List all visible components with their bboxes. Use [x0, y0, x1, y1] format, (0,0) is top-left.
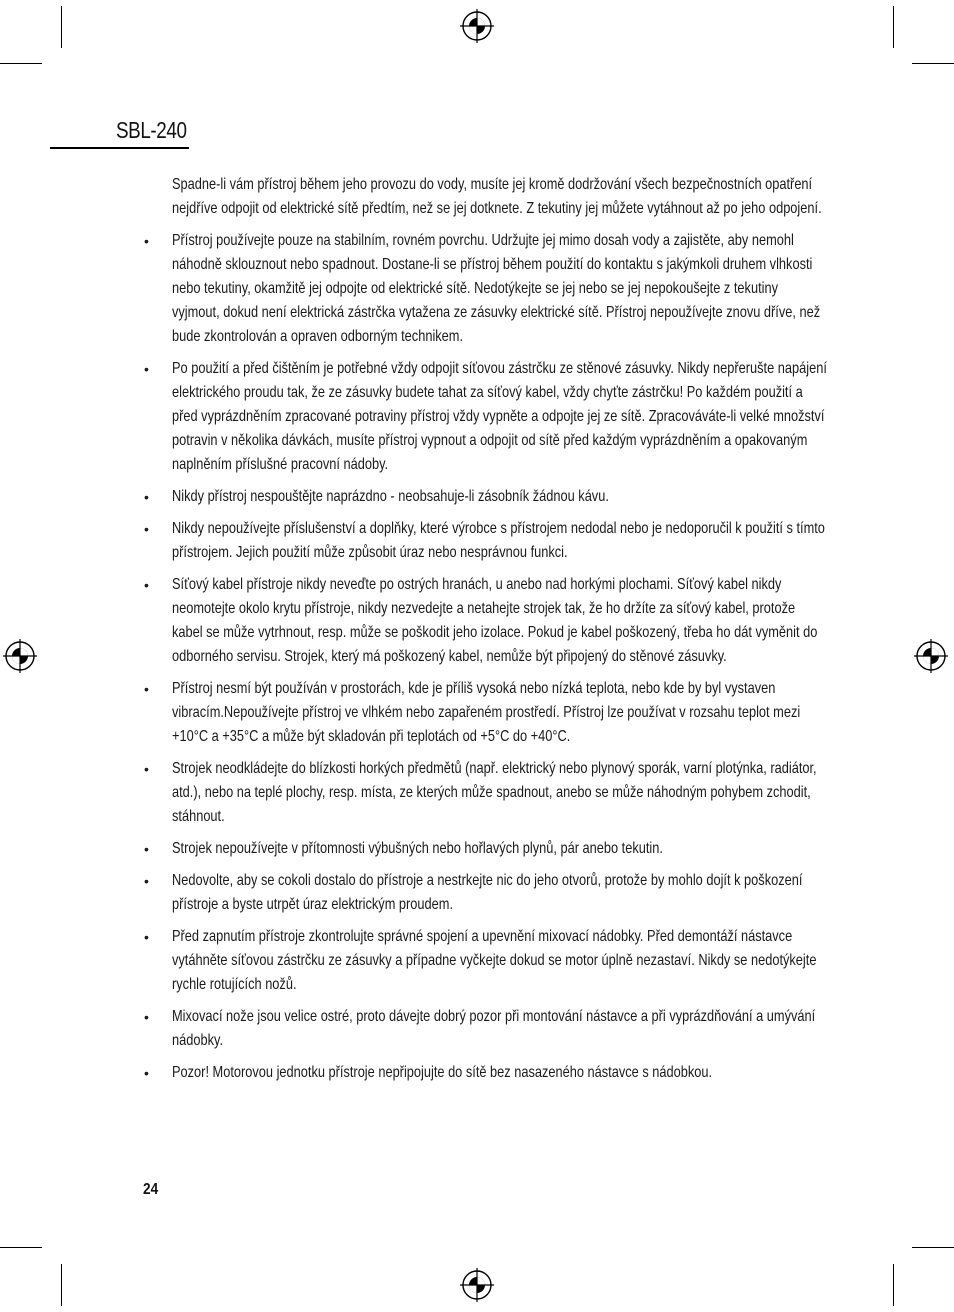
page-number: 24: [143, 1181, 159, 1198]
crop-mark: [912, 63, 954, 64]
crop-mark: [912, 1247, 954, 1248]
registration-mark-icon: [460, 1268, 494, 1302]
intro-paragraph: [140, 173, 840, 221]
list-item-text: Mixovací nože jsou velice ostré, proto dávejte dobrý pozor při montování nástavce a při vyprázdňování a umývání nádobky.: [172, 1008, 816, 1049]
list-item-text: Po použití a před čištěním je potřebné vždy odpojit síťovou zástrčku ze stěnové zásuvky. Nikdy nepřerušte napájení elektrického proudu tak, že ze zásuvky budete tahat za síťový kabel, vždy chyťte zástrčku! Po každém použití a před vyprázdněním zpracované potraviny přístroj vždy vypněte a odpojte jej ze sítě. Zpracováváte-li velké množství potravin v několika dávkách, musíte přístroj vypnout a odpojit od sítě před každým vyprázdněním a opakovaným naplněním příslušné pracovní nádoby.: [172, 360, 827, 473]
list-item: [140, 1061, 840, 1085]
list-item: [140, 1005, 840, 1053]
intro-text: Spadne-li vám přístroj během jeho provozu do vody, musíte jej kromě dodržování všech bezpečnostních opatření nejdříve odpojit od elektrické sítě předtím, než se jej dotknete. Z tekutiny jej můžete vytáhnout až po jeho odpojení.: [172, 176, 822, 217]
list-item: [140, 229, 840, 349]
list-item: [140, 573, 840, 669]
header-rule: [50, 147, 189, 149]
list-item: [140, 757, 840, 829]
crop-mark: [0, 63, 42, 64]
registration-mark-icon: [3, 639, 37, 673]
bullet-icon: •: [144, 233, 149, 249]
list-item: [140, 925, 840, 997]
crop-mark: [893, 6, 894, 48]
model-title: SBL-240: [116, 117, 187, 143]
list-item: [140, 517, 840, 565]
list-item-text: Přístroj používejte pouze na stabilním, rovném povrchu. Udržujte jej mimo dosah vody a zajistěte, aby nemohl náhodně sklouznout nebo spadnout. Dostane-li se přístroj během použití do kontaktu s jakýmkoli druhem vlhkosti nebo tekutiny, okamžitě jej odpojte od elektrické sítě. Nedotýkejte se jej nebo se jej nepokoušejte z tekutiny vyjmout, dokud není elektrická zástrčka vytažena ze zásuvky elektrické sítě. Přístroj nepoužívejte znovu dříve, než bude zkontrolován a opraven odborným technikem.: [172, 232, 821, 345]
list-item-text: Před zapnutím přístroje zkontrolujte správné spojení a upevnění mixovací nádobky. Před demontáží nástavce vytáhněte síťovou zástrčku ze zásuvky a případne vyčkejte dokud se motor úplně nezastaví. Nikdy se nedotýkejte rychle rotujících nožů.: [172, 928, 817, 993]
bullet-icon: •: [144, 1009, 149, 1025]
list-item-text: Strojek nepoužívejte v přítomnosti výbušných nebo hořlavých plynů, pár anebo tekutin.: [172, 840, 663, 857]
bullet-icon: •: [144, 521, 149, 537]
crop-mark: [893, 1264, 894, 1306]
registration-mark-icon: [460, 9, 494, 43]
bullet-icon: •: [144, 361, 149, 377]
list-item-text: Nikdy přístroj nespouštějte naprázdno - neobsahuje-li zásobník žádnou kávu.: [172, 488, 609, 505]
crop-mark: [61, 1264, 62, 1306]
crop-mark: [0, 1247, 42, 1248]
bullet-icon: •: [144, 681, 149, 697]
safety-instructions: [140, 173, 840, 1093]
list-item: [140, 837, 840, 861]
list-item: [140, 357, 840, 477]
bullet-icon: •: [144, 873, 149, 889]
list-item: [140, 485, 840, 509]
list-item-text: Přístroj nesmí být používán v prostorách, kde je příliš vysoká nebo nízká teplota, nebo kde by byl vystaven vibracím.Nepoužívejte přístroj ve vlhkém nebo zapařeném prostředí. Přístroj lze používat v rozsahu teplot mezi +10°C a +35°C a může být skladován při teplotách od +5°C do +40°C.: [172, 680, 801, 745]
list-item-text: Nikdy nepoužívejte příslušenství a doplňky, které výrobce s přístrojem nedodal nebo je nedoporučil k použití s tímto přístrojem. Jejich použití může způsobit úraz nebo nesprávnou funkci.: [172, 520, 825, 561]
list-item-text: Pozor! Motorovou jednotku přístroje nepřipojujte do sítě bez nasazeného nástavce s nádobkou.: [172, 1064, 713, 1081]
bullet-icon: •: [144, 929, 149, 945]
list-item-text: Nedovolte, aby se cokoli dostalo do přístroje a nestrkejte nic do jeho otvorů, protože by mohlo dojít k poškození přístroje a byste utrpět úraz elektrickým proudem.: [172, 872, 803, 913]
list-item: [140, 677, 840, 749]
list-item: [140, 869, 840, 917]
bullet-icon: •: [144, 577, 149, 593]
list-item-text: Strojek neodkládejte do blízkosti horkých předmětů (např. elektrický nebo plynový sporák, varní plotýnka, radiátor, atd.), nebo na teplé plochy, resp. místa, ze kterých může spadnout, anebo se může náhodným pohybem zchodit, stáhnout.: [172, 760, 817, 825]
bullet-icon: •: [144, 1065, 149, 1081]
list-item-text: Síťový kabel přístroje nikdy neveďte po ostrých hranách, u anebo nad horkými plochami. Síťový kabel nikdy neomotejte okolo krytu přístroje, nikdy nezvedejte a netahejte strojek tak, že ho držíte za síťový kabel, protože kabel se může vytrhnout, resp. může se poškodit jeho izolace. Pokud je kabel poškozený, třeba ho dát vyměnit do odborného servisu. Strojek, který má poškozený kabel, nemůže být připojený do stěnové zásuvky.: [172, 576, 818, 665]
bullet-icon: •: [144, 841, 149, 857]
crop-mark: [61, 6, 62, 48]
registration-mark-icon: [914, 639, 948, 673]
bullet-icon: •: [144, 761, 149, 777]
bullet-icon: •: [144, 489, 149, 505]
bullet-list: [140, 229, 840, 1085]
